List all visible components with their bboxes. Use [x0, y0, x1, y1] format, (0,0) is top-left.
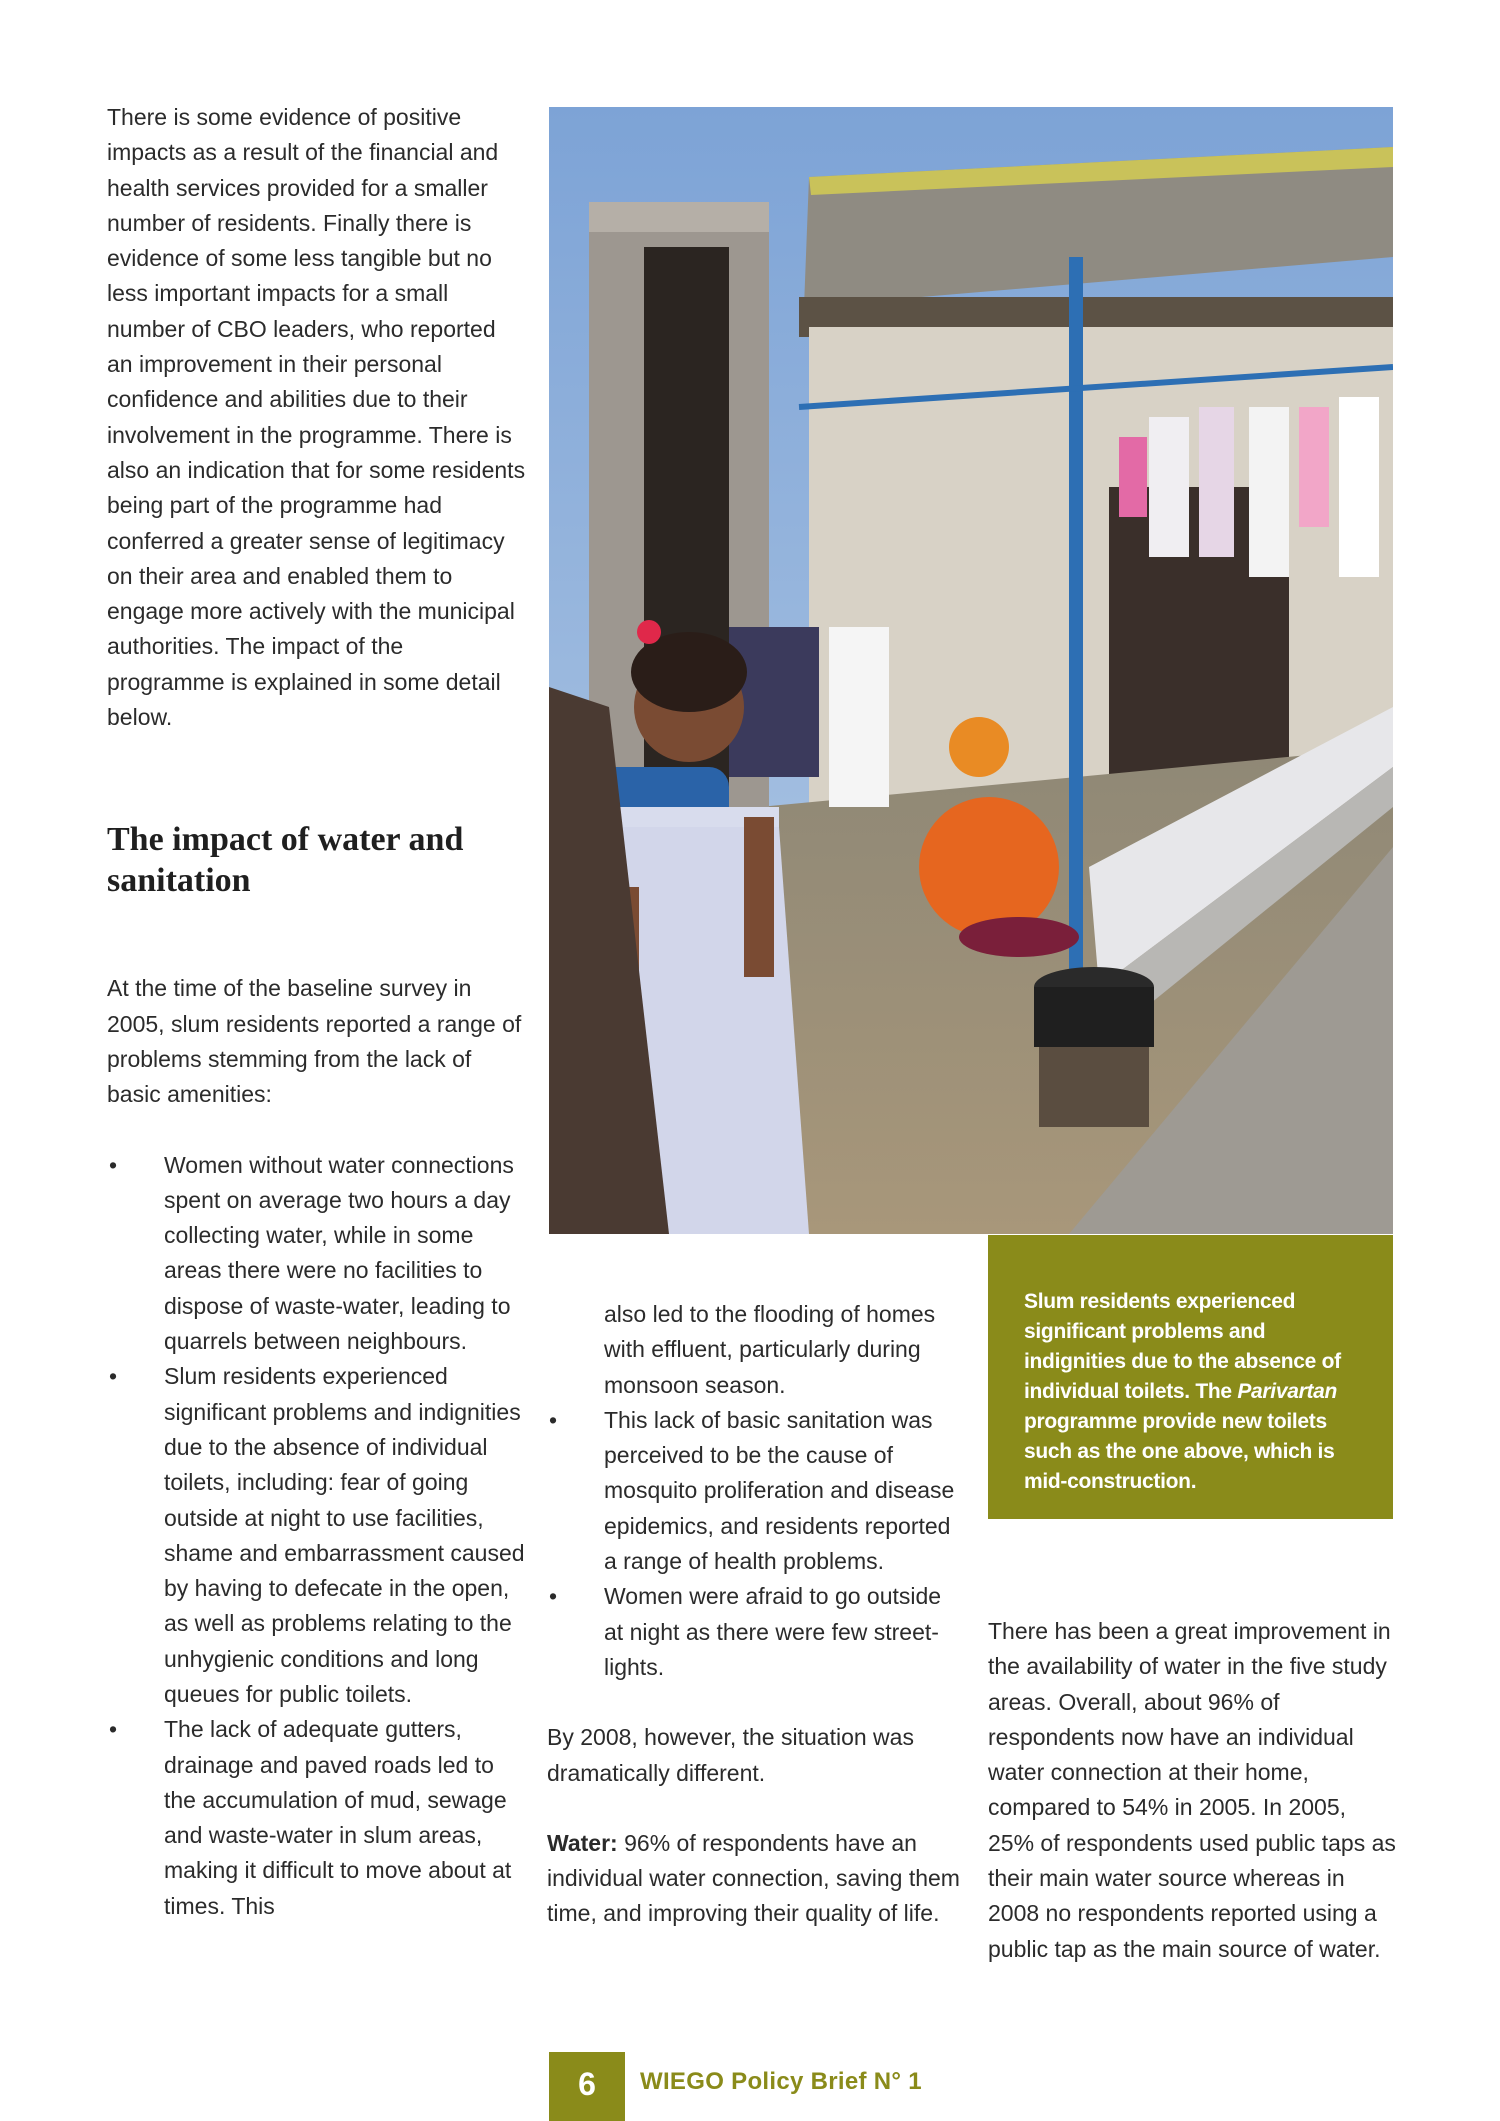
right-column [988, 1614, 1398, 1967]
list-item: • This lack of basic sanitation was perceived to be the cause of mosquito proliferation and disease epidemics, and residents reported a range of health problems. [547, 1403, 965, 1579]
caption-text-part1: Slum residents experienced significant problems and indignities due to the absence of individual toilets. The [1024, 1290, 1341, 1403]
problems-list [107, 1148, 527, 1925]
intro-paragraph: There is some evidence of positive impacts as a result of the financial and health services provided for a smaller number of residents. Finally there is evidence of some less tangible but no less important impacts for a small number of CBO leaders, who reported an improvement in their personal confidence and abilities due to their involvement in the programme. There is also an indication that for some residents being part of the programme had conferred a greater sense of legitimacy on their area and enabled them to engage more actively with the municipal authorities. The impact of the programme is explained in some detail below. [107, 104, 526, 731]
caption-programme-name: Parivartan [1237, 1380, 1338, 1403]
list-item: • Women were afraid to go outside at night as there were few street-lights. [547, 1579, 965, 1685]
section-heading: The impact of water and sanitation [107, 821, 464, 900]
photo-caption [1024, 1287, 1369, 1497]
list-item: • Women without water connections spent on average two hours a day collecting water, while in some areas there were no facilities to dispose of waste-water, leading to quarrels between neighbours. [107, 1148, 527, 1360]
water-paragraph [547, 1826, 965, 1932]
slum-street-photo [549, 107, 1393, 1234]
list-item: • Slum residents experienced significant problems and indignities due to the absence of individual toilets, including: fear of going outside at night to use facilities, shame and embarrassment caused by having to defecate in the open, as well as problems relating to the unhygienic conditions and long queues for public toilets. [107, 1359, 527, 1712]
middle-column [547, 1297, 965, 1932]
caption-text-part2: programme provide new toilets such as the one above, which is mid-construction. [1024, 1410, 1335, 1493]
baseline-paragraph: At the time of the baseline survey in 2005, slum residents reported a range of problems stemming from the lack of basic amenities: [107, 975, 522, 1108]
water-text: 96% of respondents have an individual water connection, saving them time, and improving their quality of life. [547, 1829, 960, 1927]
water-improvement-paragraph: There has been a great improvement in the availability of water in the five study areas. Overall, about 96% of respondents now have an individual water connection at their home, compared to 54% in 2005. In 2005, 25% of respondents used public taps as their main water source whereas in 2008 no respondents reported using a public tap as the main source of water. [988, 1618, 1396, 1962]
photo-caption-box [988, 1235, 1393, 1519]
left-column [107, 100, 527, 1924]
water-label: Water: [547, 1829, 618, 1856]
publication-title: WIEGO Policy Brief N° 1 [640, 2068, 922, 2095]
list-item: • The lack of adequate gutters, drainage and paved roads led to the accumulation of mud, sewage and waste-water in slum areas, making it difficult to move about at times. This [107, 1712, 527, 1924]
list-item-continuation: also led to the flooding of homes with effluent, particularly during monsoon season. [604, 1301, 936, 1398]
problems-list-continued [547, 1297, 965, 1685]
page-number: 6 [549, 2052, 625, 2121]
by-2008-paragraph: By 2008, however, the situation was dramatically different. [547, 1724, 914, 1786]
